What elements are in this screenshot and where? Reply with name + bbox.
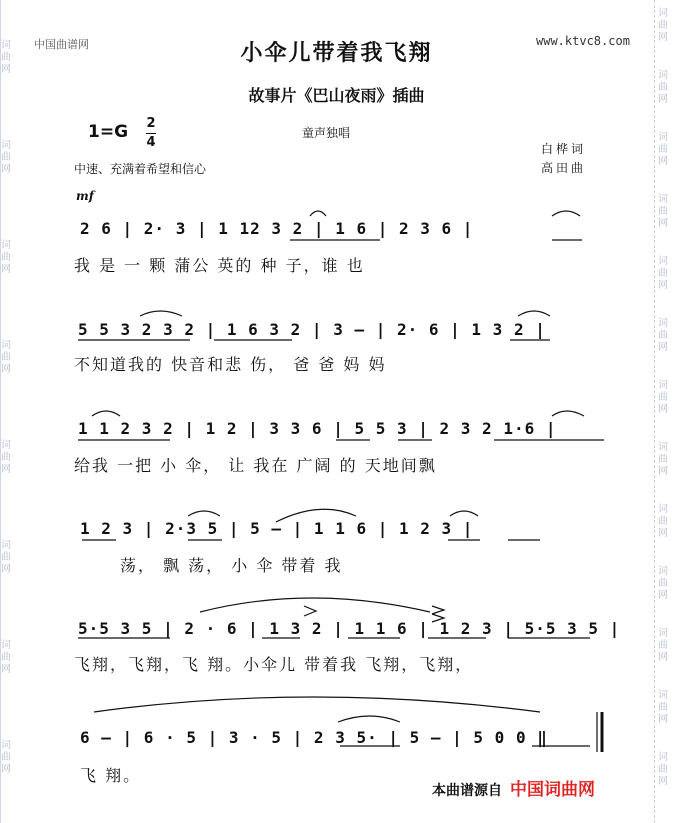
slur [140,311,182,316]
site-watermark-left: 中国曲谱网 [34,38,89,51]
side-watermark: 词曲网 [658,132,668,167]
side-watermark: 词曲网 [658,380,668,415]
lyric-line-1: 我 是 一 颗 蒲公 英的 种 子，谁 也 [74,256,365,275]
site-watermark-url[interactable]: www.ktvc8.com [536,34,630,48]
side-watermark: 词曲网 [658,566,668,601]
side-watermark: 词曲网 [658,318,668,353]
credit-source-link[interactable]: 中国词曲网 [510,780,595,800]
side-watermark: 词曲网 [658,194,668,229]
notation-line-3: 1 1 2 3 2 | 1 2 | 3 3 6 | 5 5 3 | 2 3 2 1·6 | [78,419,557,438]
slur [552,211,580,216]
side-watermark: 词曲网 [658,256,668,291]
side-watermark: 词曲网 [658,70,668,105]
side-watermark: 词曲网 [1,140,11,175]
slur [188,511,220,516]
composer-credit: 高田曲 [541,161,587,175]
side-watermark: 词曲网 [658,628,668,663]
lyric-line-2: 不知道我的 快音和悲 伤， 爸 爸 妈 妈 [74,355,387,374]
lyric-line-5: 飞翔，飞翔，飞 翔。小伞儿 带着我 飞翔，飞翔， [74,655,474,674]
side-watermark: 词曲网 [1,640,11,675]
side-watermark: 词曲网 [658,752,668,787]
side-watermark: 词曲网 [658,8,668,43]
side-watermark: 词曲网 [1,340,11,375]
lyricist-credit: 白桦词 [541,142,587,156]
accent-mark [432,614,444,622]
time-sig-top: 2 [146,116,156,131]
slur [94,697,540,712]
slur [200,598,430,612]
lyric-line-3: 给我 一把 小 伞， 让 我在 广阔 的 天地间飘 [74,456,437,475]
source-credit [432,775,595,800]
notation-line-4: 1 2 3 | 2·3 5 | 5 – | 1 1 6 | 1 2 3 | [80,519,474,538]
lyric-line-6: 飞 翔。 [80,766,142,785]
notation-line-6: 6 – | 6 · 5 | 3 · 5 | 2 3 5· | 5 – | 5 0 0 ‖ [80,728,548,747]
accent-mark [304,606,316,616]
key-signature: 1=G [88,122,129,142]
notation-line-1: 2 6 | 2· 3 | 1 12 3 2 | 1 6 | 2 3 6 | [80,219,474,238]
slur [518,311,550,316]
slur [310,211,326,216]
lyric-line-4: 荡， 飘 荡， 小 伞 带着 我 [120,556,343,575]
song-title: 小伞儿带着我飞翔 [240,40,433,66]
song-subtitle: 故事片《巴山夜雨》插曲 [248,86,425,105]
side-watermark: 词曲网 [658,442,668,477]
time-sig-bottom: 4 [146,135,156,150]
side-watermark: 词曲网 [1,440,11,475]
notation-line-2: 5 5 3 2 3 2 | 1 6 3 2 | 3 – | 2· 6 | 1 3 2 | [78,320,546,339]
side-watermark: 词曲网 [1,240,11,275]
side-watermark: 词曲网 [658,504,668,539]
notation-line-5: 5·5 3 5 | 2 · 6 | 1 3 2 | 1 1 6 | 1 2 3 | 5·5 3 5 | [78,619,621,638]
performance-type: 童声独唱 [302,126,351,140]
slur [338,716,400,722]
slur [552,411,584,416]
slur [276,509,356,522]
slur [450,511,478,516]
credit-prefix: 本曲谱源自 [432,783,502,799]
side-watermark: 词曲网 [658,690,668,725]
side-watermark: 词曲网 [1,540,11,575]
side-watermark: 词曲网 [1,740,11,775]
tempo-marking: 中速、充满着希望和信心 [74,162,207,176]
dynamic-marking: mf [76,189,94,203]
slur [92,411,120,416]
accent-mark [432,606,444,614]
side-watermark: 词曲网 [1,40,11,75]
